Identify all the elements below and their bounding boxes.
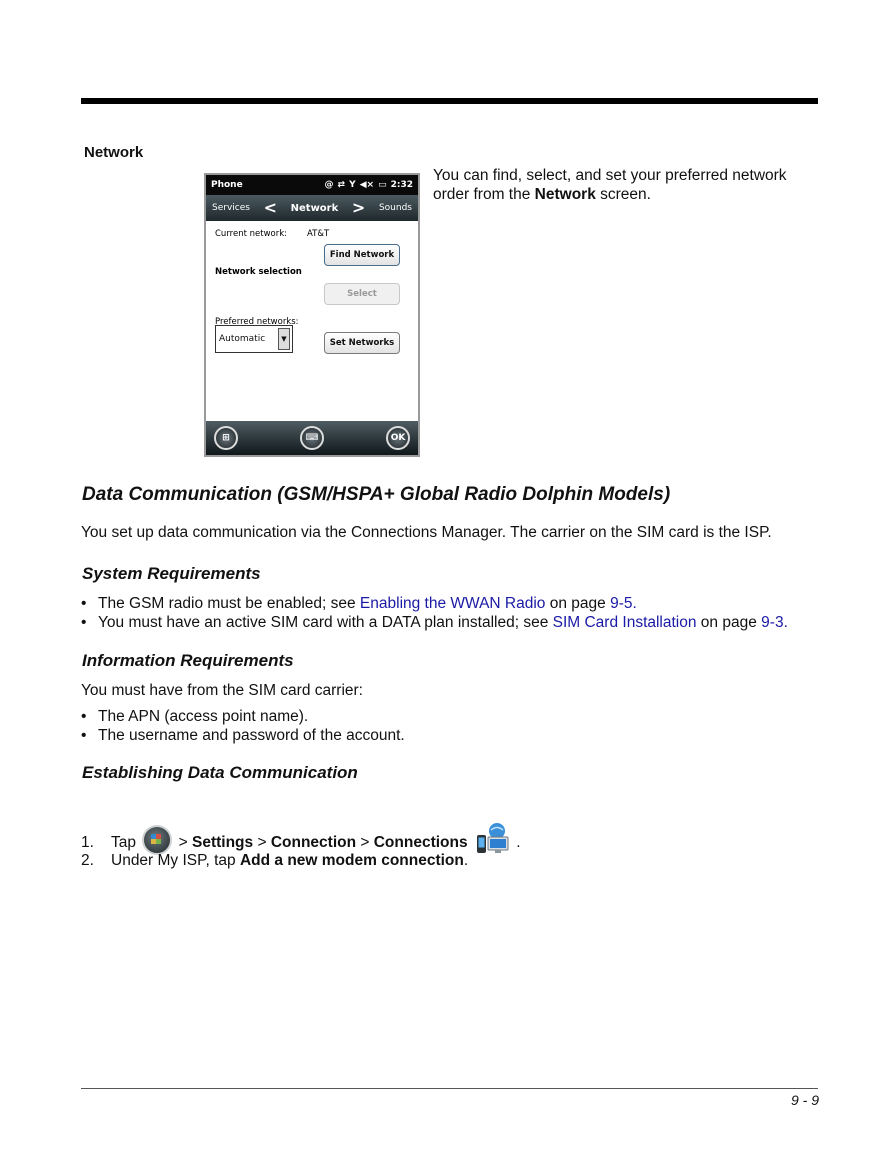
set-networks-button[interactable]: Set Networks: [324, 332, 400, 354]
ok-button[interactable]: OK: [386, 426, 410, 450]
phone-time: 2:32: [390, 180, 413, 190]
signal-icon: Y: [349, 180, 356, 190]
page-number: 9 - 9: [790, 1092, 819, 1108]
list-item: • The APN (access point name).: [81, 707, 405, 726]
chevron-left-icon[interactable]: <: [263, 198, 277, 217]
find-network-button[interactable]: Find Network: [324, 244, 400, 266]
phone-bottom-bar: [206, 421, 418, 455]
information-requirements-intro: You must have from the SIM card carrier:: [81, 682, 363, 699]
at-icon: @: [324, 180, 334, 190]
phone-screenshot: [204, 173, 420, 457]
footer-rule: [81, 1088, 818, 1089]
select-button[interactable]: Select: [324, 283, 400, 305]
header-rule: [81, 98, 818, 104]
system-requirements-heading: System Requirements: [82, 564, 261, 583]
list-item: • The username and password of the account.: [81, 726, 405, 745]
enabling-wwan-radio-link[interactable]: Enabling the WWAN Radio: [359, 595, 546, 612]
connections-icon: [474, 821, 510, 857]
windows-start-icon[interactable]: ⊞: [214, 426, 238, 450]
step-1: 1. Tap > Settings > Connection > Connections .: [81, 821, 521, 857]
sync-arrows-icon: ⇄: [337, 180, 346, 190]
data-communication-heading: Data Communication (GSM/HSPA+ Global Radio Dolphin Models): [82, 484, 671, 505]
data-communication-intro: You set up data communication via the Connections Manager. The carrier on the SIM card is the ISP.: [81, 524, 772, 541]
list-item: • The GSM radio must be enabled; see Enabling the WWAN Radio on page 9-5.: [81, 594, 788, 613]
information-requirements-list: [81, 707, 405, 745]
network-selection-dropdown[interactable]: [215, 325, 293, 353]
information-requirements-heading: Information Requirements: [82, 651, 294, 670]
page-9-5-link[interactable]: 9-5: [610, 595, 633, 612]
current-network-value: AT&T: [307, 229, 330, 239]
phone-body: [206, 221, 418, 441]
current-network-label: Current network:: [215, 229, 288, 239]
tab-network: Network: [290, 202, 339, 214]
sim-card-installation-link[interactable]: SIM Card Installation: [552, 614, 697, 631]
network-heading: Network: [84, 144, 144, 161]
step-2: 2. Under My ISP, tap Add a new modem connection.: [81, 852, 469, 869]
tab-services[interactable]: Services: [212, 203, 250, 213]
list-item: • You must have an active SIM card with a DATA plan installed; see SIM Card Installation on page 9-3.: [81, 613, 788, 632]
keyboard-icon[interactable]: ⌨: [300, 426, 324, 450]
chevron-right-icon[interactable]: >: [351, 198, 366, 217]
page-9-3-link[interactable]: 9-3: [761, 614, 784, 631]
phone-tab-bar: [206, 195, 418, 221]
system-requirements-list: [81, 594, 788, 632]
battery-icon: ▭: [378, 180, 387, 190]
phone-app-title: Phone: [211, 180, 243, 190]
tab-sounds[interactable]: Sounds: [378, 203, 412, 213]
preferred-networks-label: Preferred networks:: [215, 317, 299, 327]
dropdown-arrow-icon: ▼: [278, 328, 290, 350]
network-selection-value: Automatic: [219, 334, 266, 344]
phone-status-bar: [206, 175, 418, 195]
establishing-heading: Establishing Data Communication: [82, 763, 358, 782]
speaker-mute-icon: ◀×: [359, 180, 375, 190]
network-description: You can find, select, and set your preferred network order from the Network screen.: [433, 167, 787, 203]
network-selection-label: Network selection: [215, 267, 302, 277]
